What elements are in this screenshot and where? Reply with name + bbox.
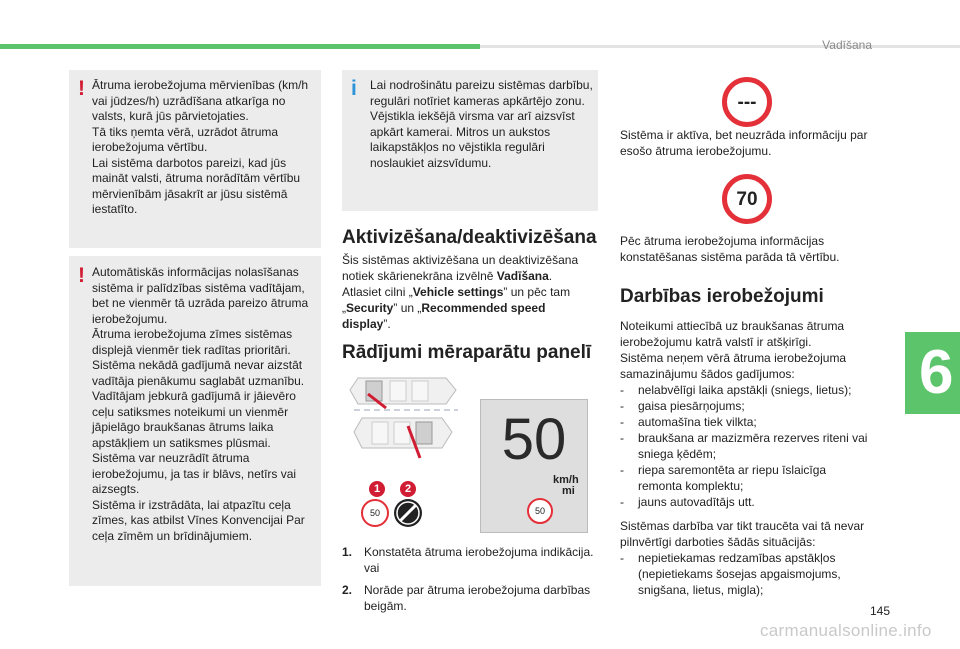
disruption-intro — [620, 518, 885, 550]
legend-item — [342, 544, 602, 576]
list-item-text: snigšana, lietus, migla); — [638, 583, 764, 597]
text-line: Ātruma ierobežojuma mērvienības (km/h — [92, 78, 309, 92]
text-line: vai jūdzes/h) uzrādīšana atkarīga no — [92, 93, 286, 108]
sign-value: 50 — [534, 506, 545, 516]
text-line: zīmes, kas atbilst Vīnes Konvencijai Par — [92, 513, 305, 527]
text-line: Tā tiks ņemta vērā, uzrādot ātruma — [92, 124, 279, 139]
list-item-text: (nepietiekams šosejas apgaismojums, — [638, 567, 841, 581]
activation-line: ”. — [383, 317, 391, 331]
activation-line: Atlasiet cilni „ — [342, 285, 413, 299]
list-item-text: jauns autovadītājs utt. — [638, 495, 755, 509]
list-item — [620, 414, 885, 430]
list-item-text: riepa saremontēta ar riepu īslaicīga — [638, 463, 827, 477]
bullet-dash: - — [620, 431, 624, 445]
instrument-cluster-display — [480, 399, 588, 533]
activation-line: ” un „ — [393, 301, 422, 315]
activation-text — [342, 252, 602, 332]
tab-name: Vehicle settings — [412, 285, 504, 299]
section-title: Vadīšana — [822, 38, 872, 52]
warning-text-units — [92, 78, 320, 218]
text-line: ierobežojumu. — [92, 311, 168, 326]
text-line: vadītāja pienākumu saglabāt uzmanību. — [92, 373, 305, 388]
legend-text: Norāde par ātruma ierobežojuma darbības — [364, 583, 591, 597]
text-line: ierobežojumu katrā valstī ir atšķirīgi. — [620, 335, 812, 349]
limits-list — [620, 382, 885, 510]
stalk-controls-illustration — [346, 370, 466, 480]
text-line: Sistēmas darbība var tikt traucēta vai tā nevar — [620, 519, 865, 533]
legend-text: Konstatēta ātruma ierobežojuma indikācija. — [364, 545, 594, 559]
text-line: Automātiskās informācijas nolasīšanas — [92, 265, 299, 279]
text-line: regulāri notīriet kameras apkārtējo zonu. — [370, 93, 585, 108]
speed-sign-inactive-icon — [722, 77, 772, 127]
text-line: Lai sistēma darbotos pareizi, kad jūs — [92, 155, 287, 170]
speed-value: 50 — [501, 407, 567, 472]
callout-2: 2 — [400, 481, 416, 497]
list-item — [620, 550, 885, 598]
text-line: Sistēma neņem vērā ātruma ierobežojuma — [620, 351, 847, 365]
bullet-dash: - — [620, 383, 624, 397]
text-line: Vadītājam jebkurā gadījumā ir jāievēro — [92, 389, 296, 403]
active-description — [620, 233, 885, 265]
text-line: Sistēma ir aktīva, bet neuzrāda informāciju par — [620, 128, 868, 142]
text-line: konstatēšanas sistēma parāda tā vērtību. — [620, 250, 840, 264]
list-item — [620, 430, 885, 462]
list-item-text: gaisa piesārņojums; — [638, 399, 745, 413]
legend-text: beigām. — [364, 599, 407, 613]
text-line: Ātruma ierobežojuma zīmes sistēmas — [92, 327, 293, 341]
list-item-text: nepietiekamas redzamības apstākļos — [638, 551, 836, 565]
heading-activation: Aktivizēšana/deaktivizēšana — [342, 227, 597, 248]
list-item — [620, 382, 885, 398]
heading-limits: Darbības ierobežojumi — [620, 286, 824, 307]
legend-number: 1. — [342, 545, 353, 559]
text-line: apstākļiem un satiksmes plūsmai. — [92, 435, 271, 450]
text-line: bet ne vienmēr tā uzrāda pareizo ātruma — [92, 296, 309, 310]
text-line: Sistēma ir izstrādāta, lai atpazītu ceļa — [92, 497, 291, 512]
warning-icon: ! — [78, 77, 85, 100]
callout-1: 1 — [369, 481, 385, 497]
text-line: aizsegts. — [92, 482, 140, 496]
sign-value: 70 — [736, 189, 758, 210]
text-line: sistēma ir palīdzības sistēma vadītājam, — [92, 280, 305, 295]
info-text-camera — [370, 78, 596, 171]
speed-sign-active-icon — [722, 174, 772, 224]
activation-line: Šis sistēmas aktivizēšana un deaktivizēšana — [342, 253, 579, 267]
option-name: display — [342, 317, 384, 331]
bullet-dash: - — [620, 399, 624, 413]
activation-line: notiek skārienekrāna izvēlnē — [342, 269, 497, 283]
sign-value: 50 — [369, 508, 380, 518]
end-of-limit-sign-icon — [394, 499, 422, 527]
text-line: displejā vienmēr tiek radītas prioritāri. — [92, 342, 291, 357]
text-line: Noteikumi attiecībā uz braukšanas ātruma — [620, 319, 845, 333]
text-line: samazinājumu šādos gadījumos: — [620, 367, 795, 381]
activation-line: ” un pēc tam — [503, 285, 571, 299]
legend-text: vai — [364, 561, 380, 575]
text-line: Pēc ātruma ierobežojuma informācijas — [620, 234, 825, 248]
page-number: 145 — [870, 604, 891, 618]
speed-unit-mi: mi — [562, 485, 575, 497]
watermark: carmanualsonline.info — [760, 621, 932, 640]
limits-intro — [620, 318, 885, 382]
info-icon: i — [351, 77, 357, 100]
text-line: ceļu satiksmes noteikumi un vienmēr — [92, 404, 289, 419]
bullet-dash: - — [620, 495, 624, 509]
header-rule — [480, 45, 960, 48]
text-line: laikapstākļos no vējstikla regulāri — [370, 140, 545, 154]
speed-unit-kmh: km/h — [553, 474, 579, 486]
bullet-dash: - — [620, 551, 624, 565]
list-item-text: sniega ķēdēm; — [638, 447, 717, 461]
option-name: Recommended speed — [421, 301, 546, 315]
text-line: apkārt kamerai. Mitros un aukstos — [370, 124, 551, 139]
text-line: mērvienībām jāsakrīt ar jūsu sistēmā — [92, 186, 288, 201]
info-box-camera — [342, 70, 598, 211]
activation-line: . — [548, 269, 553, 283]
chapter-number: 6 — [919, 338, 954, 407]
legend-number: 2. — [342, 583, 353, 597]
list-item-text: remonta komplektu; — [638, 479, 744, 493]
warning-box-system — [69, 256, 321, 586]
text-line: ceļa zīmēm un brīdinājumiem. — [92, 528, 253, 543]
text-line: jāpielāgo braukšanas ātrums laika — [92, 420, 274, 434]
bullet-dash: - — [620, 463, 624, 477]
warning-text-system — [92, 265, 320, 544]
text-line: esošo ātruma ierobežojumu. — [620, 144, 772, 158]
list-item — [620, 398, 885, 414]
legend-list — [342, 544, 602, 614]
heading-instrument-panel: Rādījumi mēraparātu panelī — [342, 342, 592, 363]
control-upper — [350, 378, 456, 404]
text-line: iestatīto. — [92, 202, 138, 216]
text-line: Sistēma var neuzrādīt ātruma — [92, 451, 250, 465]
activation-line: „ — [342, 301, 346, 315]
list-item-text: automašīna tiek vilkta; — [638, 415, 757, 429]
bullet-dash: - — [620, 415, 624, 429]
text-line: Lai nodrošinātu pareizu sistēmas darbību, — [370, 78, 593, 92]
list-item-text: braukšana ar mazizmēra rezerves riteni vai — [638, 431, 868, 445]
text-line: Vējstikla iekšējā virsma var arī aizsvīst — [370, 109, 575, 123]
header-accent-bar — [0, 44, 480, 49]
list-item — [620, 462, 885, 494]
inactive-description — [620, 127, 885, 159]
option-name: Security — [346, 301, 394, 315]
warning-box-units — [69, 70, 321, 248]
text-line: noslaukiet aizsvīdumu. — [370, 155, 492, 170]
list-item — [620, 494, 885, 510]
control-lower — [354, 418, 452, 448]
list-item-text: nelabvēlīgi laika apstākļi (sniegs, lietus); — [638, 383, 852, 397]
text-line: ierobežojumu, ja tas ir blāvs, netīrs vai — [92, 466, 297, 481]
speed-limit-sign-icon — [527, 498, 553, 524]
sign-value: --- — [737, 92, 757, 113]
legend-item — [342, 582, 602, 614]
text-line: maināt valsti, ātruma norādītām vērtību — [92, 171, 301, 185]
text-line: ierobežojuma vērtību. — [92, 140, 208, 154]
warning-icon: ! — [78, 264, 85, 287]
chapter-tab — [905, 332, 960, 414]
disruption-list — [620, 550, 885, 598]
text-line: pilnvērtīgi darboties šādās situācijās: — [620, 535, 816, 549]
speed-limit-sign-icon — [361, 499, 389, 527]
text-line: valsts, kurā jūs pārvietojaties. — [92, 109, 249, 123]
text-line: Sistēma nekādā gadījumā nevar aizstāt — [92, 358, 303, 372]
menu-name: Vadīšana — [496, 269, 549, 283]
